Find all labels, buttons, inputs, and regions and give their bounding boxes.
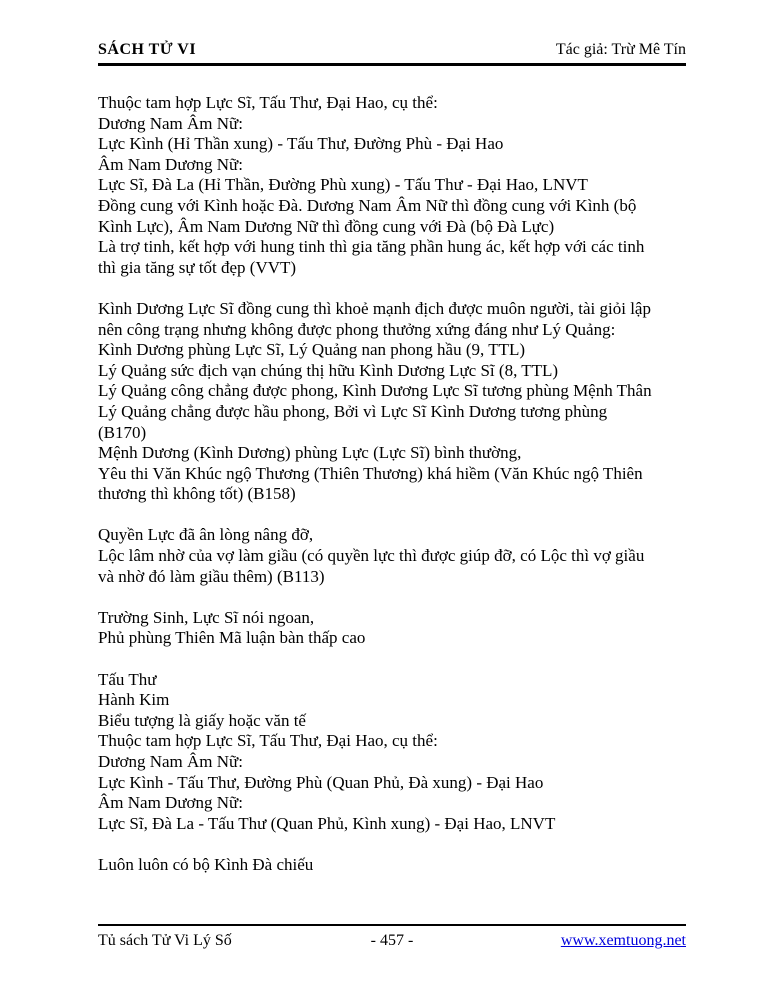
paragraph xyxy=(98,670,686,835)
page-footer xyxy=(98,924,686,950)
text-line: Dương Nam Âm Nữ: xyxy=(98,752,243,771)
text-line: Mệnh Dương (Kình Dương) phùng Lực (Lực Sĩ) bình thường, xyxy=(98,443,522,463)
text-line: Phủ phùng Thiên Mã luận bàn thấp cao xyxy=(98,628,366,648)
text-line: Lực Sĩ, Đà La - Tấu Thư (Quan Phủ, Kình xung) - Đại Hao, LNVT xyxy=(98,813,556,833)
text-line: thì gia tăng sự tốt đẹp (VVT) xyxy=(98,257,297,277)
text-line: Lý Quảng chẳng được hầu phong, Bởi vì Lực Sĩ Kình Dương tương phùng xyxy=(98,401,608,421)
text-line: (B170) xyxy=(98,422,147,442)
text-line: Yêu thi Văn Khúc ngộ Thương (Thiên Thương) khá hiềm (Văn Khúc ngộ Thiên xyxy=(98,463,643,483)
footer-page-number: - 457 - xyxy=(370,932,414,949)
text-line: Lý Quảng sức địch vạn chúng thị hữu Kình Dương Lực Sĩ (8, TTL) xyxy=(98,360,559,380)
paragraph xyxy=(98,299,686,505)
text-line: Thuộc tam hợp Lực Sĩ, Tấu Thư, Đại Hao, cụ thể: xyxy=(98,731,438,751)
text-line: Lực Kình - Tấu Thư, Đường Phù (Quan Phủ, Đà xung) - Đại Hao xyxy=(98,772,544,792)
text-line: và nhờ đó làm giầu thêm) (B113) xyxy=(98,566,325,586)
text-line: Trường Sinh, Lực Sĩ nói ngoan, xyxy=(98,607,315,627)
text-line: Kình Dương Lực Sĩ đồng cung thì khoẻ mạnh địch được muôn người, tài giỏi lập xyxy=(98,298,651,318)
paragraph xyxy=(98,525,686,587)
text-line: Luôn luôn có bộ Kình Đà chiếu xyxy=(98,854,314,874)
book-title: SÁCH TỬ VI xyxy=(98,41,197,58)
text-line: Lực Sĩ, Đà La (Hỉ Thần, Đường Phù xung) - Tấu Thư - Đại Hao, LNVT xyxy=(98,175,588,195)
footer-series-title: Tủ sách Tử Vi Lý Số xyxy=(98,932,232,949)
text-line: Thuộc tam hợp Lực Sĩ, Tấu Thư, Đại Hao, cụ thể: xyxy=(98,93,438,112)
text-line: Hành Kim xyxy=(98,690,170,710)
text-line: Dương Nam Âm Nữ: xyxy=(98,113,243,133)
document-body xyxy=(98,93,686,896)
paragraph xyxy=(98,93,686,278)
website-link[interactable]: www.xemtuong.net xyxy=(560,932,686,949)
text-line: thương thì không tốt) (B158) xyxy=(98,484,296,504)
text-line: Biểu tượng là giấy hoặc văn tế xyxy=(98,710,306,730)
text-line: Kình Dương phùng Lực Sĩ, Lý Quảng nan phong hầu (9, TTL) xyxy=(98,340,526,360)
text-line: Quyền Lực đã ân lòng nâng đỡ, xyxy=(98,525,314,545)
text-line: Âm Nam Dương Nữ: xyxy=(98,793,243,813)
text-line: Là trợ tinh, kết hợp với hung tinh thì gia tăng phần hung ác, kết hợp với các tinh xyxy=(98,237,645,257)
text-line: nên công trạng nhưng không được phong thưởng xứng đáng như Lý Quảng: xyxy=(98,319,616,339)
text-line: Lý Quảng công chẳng được phong, Kình Dương Lực Sĩ tương phùng Mệnh Thân xyxy=(98,381,652,401)
page-header xyxy=(98,40,686,66)
paragraph xyxy=(98,608,686,649)
text-line: Lực Kình (Hỉ Thần xung) - Tấu Thư, Đường Phù - Đại Hao xyxy=(98,134,504,154)
paragraph xyxy=(98,855,686,876)
text-line: Âm Nam Dương Nữ: xyxy=(98,154,243,174)
text-line: Lộc lâm nhờ của vợ làm giầu (có quyền lực thì được giúp đỡ, có Lộc thì vợ giầu xyxy=(98,546,645,566)
text-line: Đồng cung với Kình hoặc Đà. Dương Nam Âm Nữ thì đồng cung với Kình (bộ xyxy=(98,195,637,215)
footer-website-cell xyxy=(490,931,686,950)
text-line: Tấu Thư xyxy=(98,669,157,689)
text-line: Kình Lực), Âm Nam Dương Nữ thì đồng cung với Đà (bộ Đà Lực) xyxy=(98,216,555,236)
author-credit: Tác giả: Trừ Mê Tín xyxy=(555,41,686,58)
